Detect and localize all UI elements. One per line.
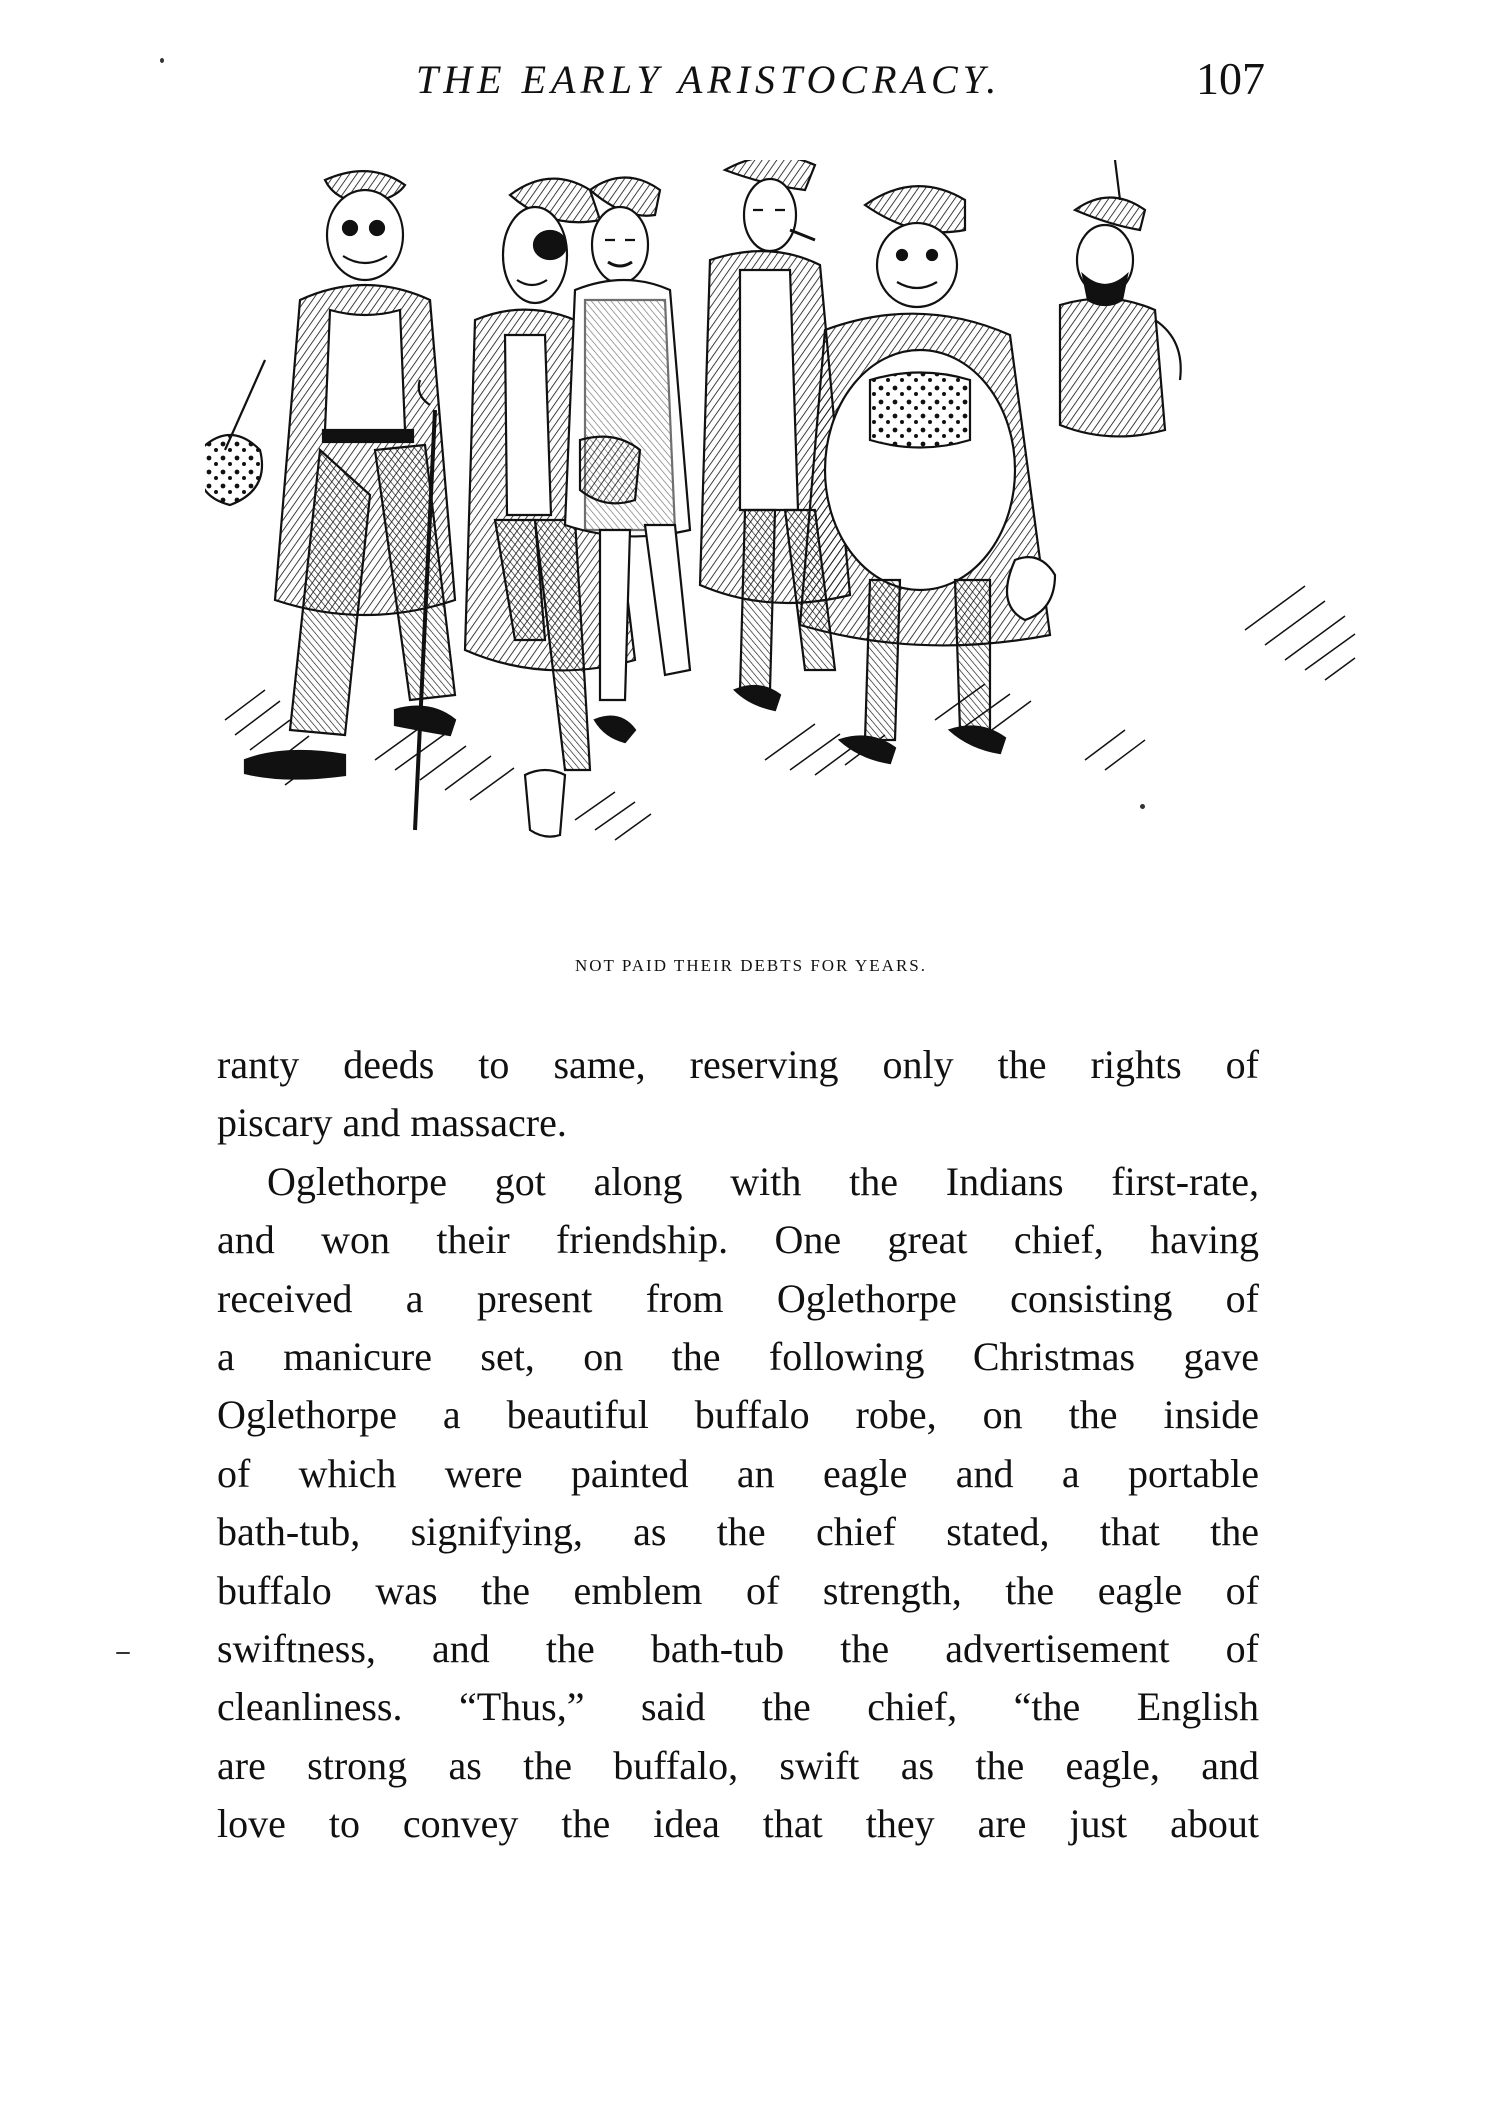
text-line: piscary and massacre. xyxy=(217,1100,567,1146)
figure-stout-man xyxy=(800,186,1055,763)
text-line: Oglethorpe a beautiful buffalo robe, on the inside xyxy=(217,1392,1259,1438)
text-line: love to convey the idea that they are just about xyxy=(217,1801,1259,1847)
text-line: are strong as the buffalo, swift as the eagle, and xyxy=(217,1742,1259,1788)
figure-right-man xyxy=(1060,160,1181,436)
figure-left-man xyxy=(205,171,455,778)
text-line: swiftness, and the bath-tub the advertisement of xyxy=(217,1625,1259,1671)
text-line: and won their friendship. One great chief, having xyxy=(217,1217,1259,1263)
paper-speck xyxy=(1140,804,1145,809)
page-number: 107 xyxy=(1196,53,1265,104)
text-line: ranty deeds to same, reserving only the rights of xyxy=(217,1042,1259,1087)
paper-speck xyxy=(116,1652,130,1654)
text-line: Oglethorpe got along with the Indians first-rate, xyxy=(267,1158,1259,1204)
text-line: buffalo was the emblem of strength, the eagle of xyxy=(217,1567,1259,1613)
running-title: THE EARLY ARISTOCRACY. xyxy=(416,57,1002,102)
illustration xyxy=(205,160,1365,950)
body-text xyxy=(217,1036,1259,1853)
text-line: of which were painted an eagle and a portable xyxy=(217,1450,1259,1496)
text-line: cleanliness. “Thus,” said the chief, “the English xyxy=(217,1684,1259,1730)
text-line: a manicure set, on the following Christmas gave xyxy=(217,1333,1259,1379)
illustration-caption: NOT PAID THEIR DEBTS FOR YEARS. xyxy=(575,956,927,975)
running-head xyxy=(0,53,1502,116)
paper-speck xyxy=(160,58,164,63)
text-line: received a present from Oglethorpe consisting of xyxy=(217,1275,1259,1321)
text-line: bath-tub, signifying, as the chief stated, that the xyxy=(217,1509,1259,1555)
